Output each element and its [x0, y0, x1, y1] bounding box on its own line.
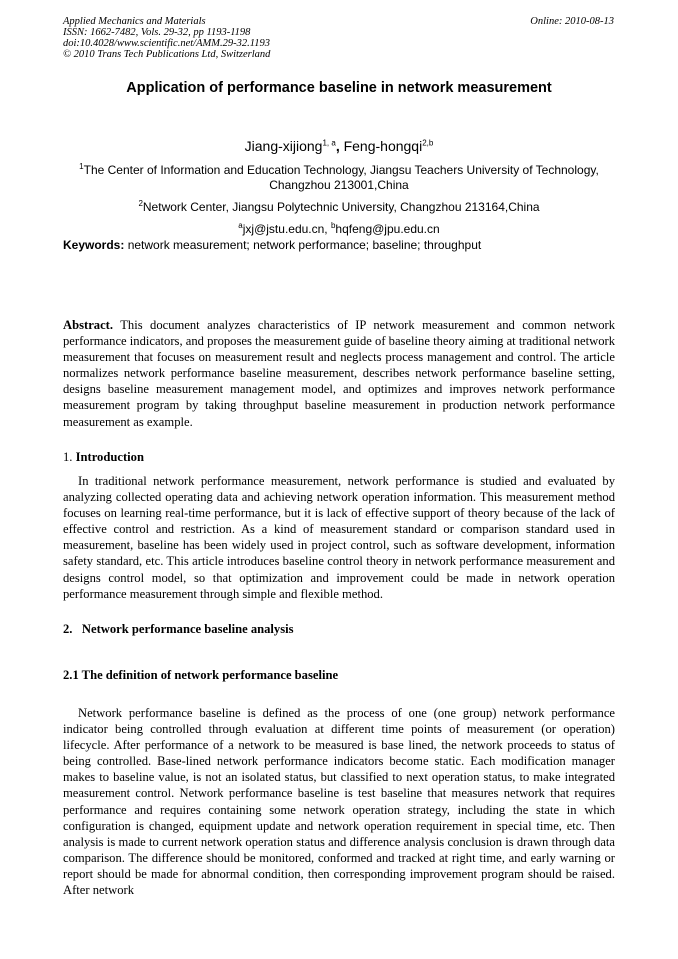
author-1-sup: 1, a: [322, 138, 336, 148]
affiliation-1-text: The Center of Information and Education Technology, Jiangsu Teachers University of Technology, Changzhou 213001,China: [83, 163, 599, 192]
author-separator: ,: [335, 138, 344, 154]
abstract: [63, 317, 615, 430]
author-emails: [0, 222, 678, 236]
author-1: Jiang-xijiong: [244, 138, 323, 154]
email-b-sup: b: [330, 221, 336, 230]
journal-name: Applied Mechanics and Materials: [63, 16, 206, 27]
online-date: Online: 2010-08-13: [530, 16, 614, 27]
affiliation-2-sup: 2: [138, 199, 143, 208]
author-line: [0, 138, 678, 154]
issn-line: ISSN: 1662-7482, Vols. 29-32, pp 1193-1198: [63, 27, 251, 38]
copyright-line: © 2010 Trans Tech Publications Ltd, Switzerland: [63, 49, 271, 60]
affiliation-2: [63, 200, 615, 215]
email-a-sup: a: [238, 221, 243, 230]
intro-heading: Introduction: [75, 450, 144, 464]
journal-header: [63, 16, 270, 60]
affiliation-1-sup: 1: [79, 162, 84, 171]
keywords: [63, 238, 615, 252]
section-heading-2: 2. Network performance baseline analysis: [63, 622, 294, 636]
doi-line: doi:10.4028/www.scientific.net/AMM.29-32.1193: [63, 38, 270, 49]
intro-number: 1.: [63, 450, 76, 464]
keywords-label: Keywords:: [63, 238, 125, 252]
baseline-definition-paragraph: Network performance baseline is defined as the process of one (one group) network performance indicator being controlled through evaluation at different time points of measurement (or operation) lifecycle. After performance of a network to be measured is base lined, the network proceeds to status of being controlled. Base-lined network performance indicators become static. Each modification manager makes to baseline value, is not an isolated status, but classified to next operation status, to make integrated measurement control. Network performance baseline is test baseline that measures network that requires performance and requires containing some network operation strategy, including the state in which configuration is changed, equipment update and network operation requirement in special time, etc. Then analysis is made to current network operation status and difference analysis conclusion is drawn through data comparison. The difference should be monitored, conformed and tracked at right time, and early warning or report should be made for abnormal condition, then corresponding improvement program should be raised. After network: [63, 706, 615, 898]
abstract-text: This document analyzes characteristics of IP network measurement and common network performance indicators, and proposes the measurement guide of baseline theory aiming at traditional network measurement that focuses on measurement result and neglects process management and control. The article normalizes network performance baseline measurement, describes network performance baseline setting, designs baseline measurement management model, and optimizes and improves network performance measurement program by taking throughput baseline measurement in production network performance measurement as example.: [63, 318, 615, 429]
author-2-sup: 2,b: [422, 138, 434, 148]
paper-title: Application of performance baseline in network measurement: [126, 80, 552, 96]
email-b: hqfeng@jpu.edu.cn: [335, 222, 440, 236]
abstract-label: Abstract.: [63, 318, 114, 332]
intro-paragraph: In traditional network performance measurement, network performance is studied and evaluated by analyzing collected operating data and achieving network operation information. This measurement method focuses on learning real-time performance, but it is lack of effective support of theory because of the lack of effective control and restriction. As a kind of measurement standard or comparison standard used in measurement, baseline has been widely used in project control, such as software development, information safety standard, etc. This article introduces baseline control theory in network performance measurement and designs control model, so that optimization and improvement could be made in network operation performance measurement through simple and flexible method.: [63, 474, 615, 601]
section-heading-2-1: 2.1 The definition of network performance baseline: [63, 668, 339, 682]
affiliation-2-text: Network Center, Jiangsu Polytechnic University, Changzhou 213164,China: [142, 200, 540, 214]
author-2: Feng-hongqi: [343, 138, 423, 154]
keywords-text: network measurement; network performance; baseline; throughput: [124, 238, 482, 252]
email-a: jxj@jstu.edu.cn,: [242, 222, 331, 236]
section-heading-intro: [63, 450, 144, 465]
affiliation-1: [63, 163, 615, 193]
